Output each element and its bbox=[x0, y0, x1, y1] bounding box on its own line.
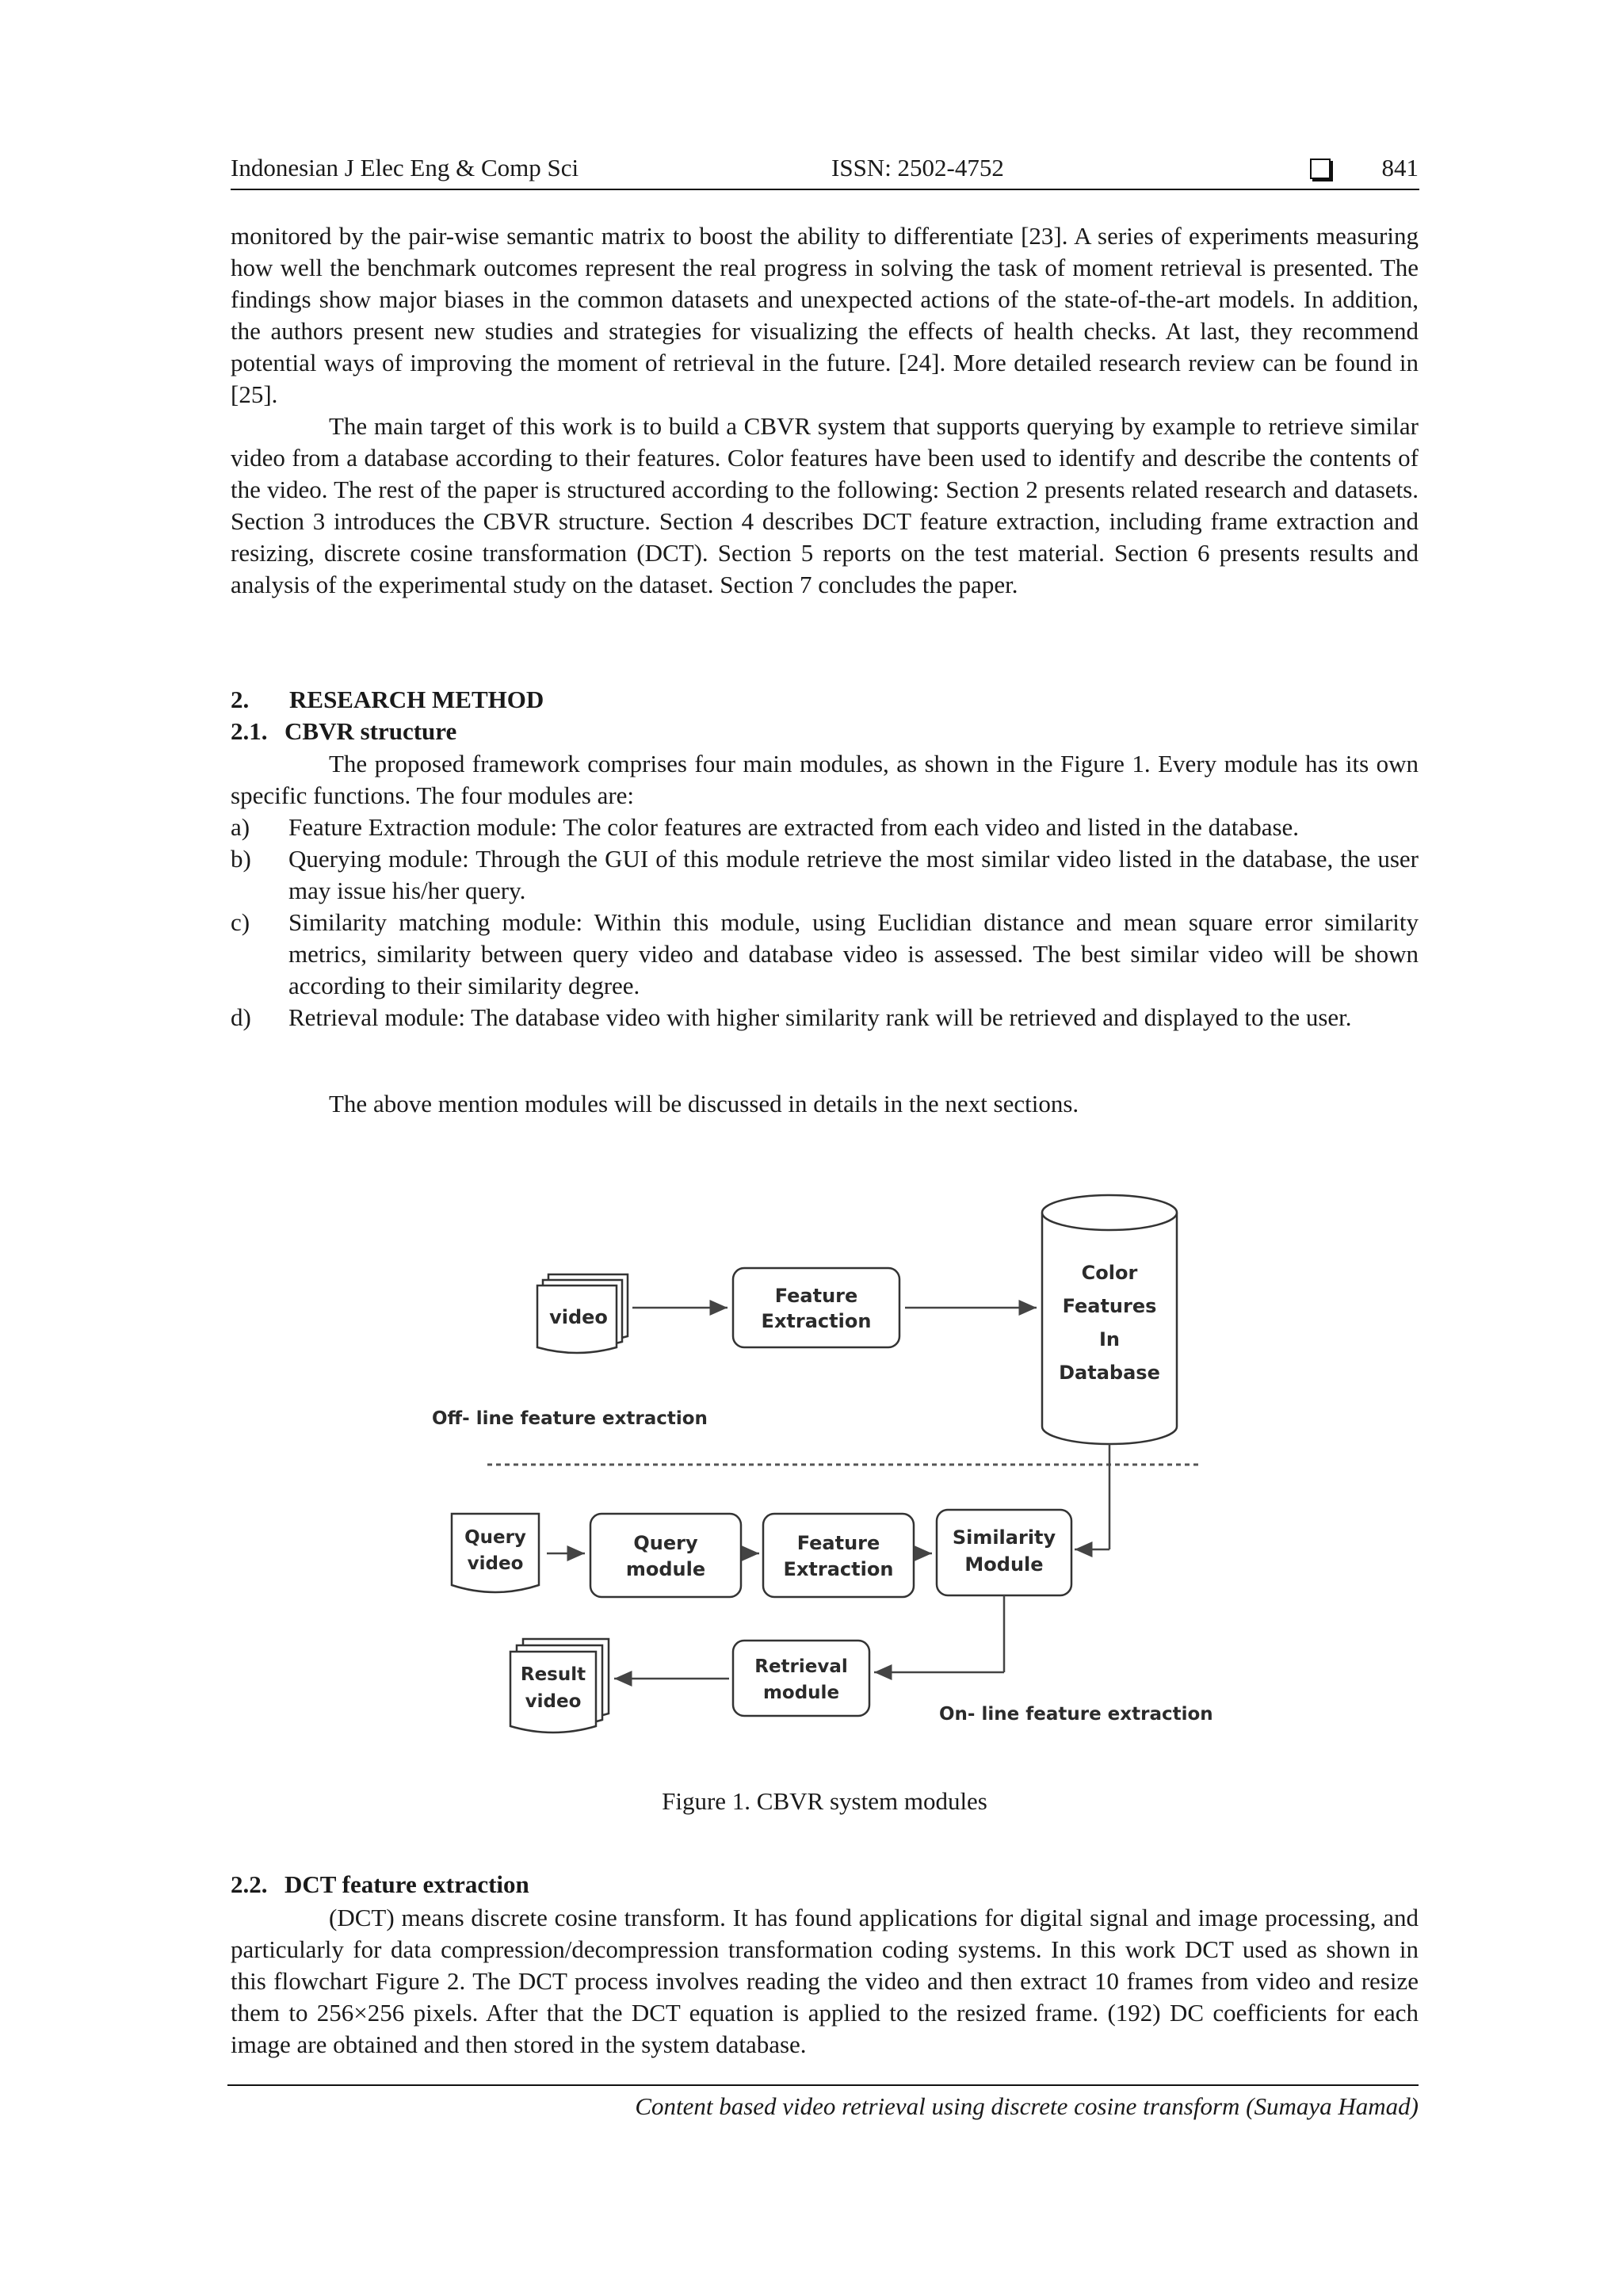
retrieval-label-1: Retrieval bbox=[754, 1656, 848, 1677]
feature-extraction-box-offline bbox=[733, 1268, 899, 1347]
color-features-database bbox=[1042, 1195, 1177, 1444]
feature-extraction-box-online bbox=[763, 1514, 914, 1597]
issn: ISSN: 2502-4752 bbox=[831, 154, 1004, 181]
db-label-4: Database bbox=[1059, 1362, 1160, 1384]
list-marker: d) bbox=[231, 1003, 251, 1031]
list-marker: c) bbox=[231, 908, 250, 936]
list-item bbox=[231, 1002, 1419, 1033]
list-item-text: Querying module: Through the GUI of this module retrieve the most similar video listed in the database, the user may issue his/her query. bbox=[288, 845, 1419, 904]
video-label: video bbox=[549, 1306, 608, 1328]
header-rule bbox=[231, 189, 1419, 190]
subsection-number: 2.1. bbox=[231, 717, 268, 745]
cbvr-diagram-svg bbox=[420, 1181, 1244, 1752]
query-video-document bbox=[452, 1514, 539, 1592]
retrieval-module-box bbox=[733, 1641, 869, 1716]
retrieval-label-2: module bbox=[762, 1683, 840, 1703]
feature-extraction-online-label-1: Feature bbox=[796, 1532, 880, 1554]
query-module-box bbox=[590, 1514, 741, 1597]
subsection-heading-dct bbox=[231, 1870, 529, 1899]
similarity-module-box bbox=[937, 1510, 1071, 1595]
subsection-number: 2.2. bbox=[231, 1870, 268, 1898]
online-label: On- line feature extraction bbox=[939, 1704, 1213, 1725]
paragraph-dct: (DCT) means discrete cosine transform. It has found applications for digital signal and image processing, and particularly for data compression/decompression transformation coding systems. In this work DCT used as shown in this flowchart Figure 2. The DCT process involves reading the video and then extract 10 frames from video and resize them to 256×256 pixels. After that the DCT equation is applied to the resized frame. (192) DC coefficients for each image are obtained and then stored in the system database. bbox=[231, 1904, 1419, 2058]
list-item bbox=[231, 907, 1419, 1002]
list-item bbox=[231, 843, 1419, 907]
feature-extraction-label-1: Feature bbox=[774, 1285, 858, 1307]
list-item-text: Similarity matching module: Within this module, using Euclidian distance and mean square error similarity metrics, similarity between query video and database video is assessed. The best similar video will be shown according to their similarity degree. bbox=[288, 908, 1419, 999]
paragraph-modules-note: The above mention modules will be discussed in details in the next sections. bbox=[329, 1090, 1079, 1117]
similarity-label-1: Similarity bbox=[952, 1526, 1056, 1549]
video-document-stack bbox=[537, 1274, 628, 1353]
db-label-3: In bbox=[1098, 1328, 1121, 1350]
modules-list bbox=[231, 812, 1419, 1033]
feature-extraction-online-label-2: Extraction bbox=[783, 1558, 894, 1580]
offline-label: Off- line feature extraction bbox=[432, 1408, 708, 1429]
page-number: 841 bbox=[1381, 154, 1419, 181]
footer-rule bbox=[227, 2084, 1419, 2086]
query-module-label-2: module bbox=[625, 1558, 706, 1580]
db-label-1: Color bbox=[1081, 1262, 1138, 1284]
checkbox-square-icon bbox=[1310, 159, 1331, 179]
subsection-title: DCT feature extraction bbox=[285, 1870, 529, 1898]
section-title: RESEARCH METHOD bbox=[289, 686, 544, 713]
section-number: 2. bbox=[231, 686, 250, 713]
query-module-label-1: Query bbox=[633, 1532, 698, 1554]
query-video-label-1: Query bbox=[464, 1527, 526, 1548]
feature-extraction-label-2: Extraction bbox=[761, 1310, 872, 1332]
paragraph-framework: The proposed framework comprises four main modules, as shown in the Figure 1. Every module has its own specific functions. The four modules are: bbox=[231, 750, 1419, 809]
db-label-2: Features bbox=[1062, 1295, 1157, 1317]
query-video-label-2: video bbox=[467, 1553, 524, 1574]
subsection-heading-cbvr-structure bbox=[231, 717, 456, 746]
list-marker: a) bbox=[231, 813, 250, 841]
journal-name: Indonesian J Elec Eng & Comp Sci bbox=[231, 154, 579, 181]
list-item bbox=[231, 812, 1419, 843]
subsection-title: CBVR structure bbox=[285, 717, 457, 745]
list-marker: b) bbox=[231, 845, 251, 873]
section-heading-research-method bbox=[231, 686, 544, 714]
paragraph-main-target: The main target of this work is to build a CBVR system that supports querying by example to retrieve similar video from a database according to their features. Color features have been used to identify and describe the contents of the video. The rest of the paper is structured according to the following: Section 2 presents related research and datasets. Section 3 introduces the CBVR structure. Section 4 describes DCT feature extraction, including frame extraction and resizing, discrete cosine transformation (DCT). Section 5 reports on the test material. Section 6 presents results and analysis of the experimental study on the dataset. Section 7 concludes the paper. bbox=[231, 412, 1419, 598]
result-video-document-stack bbox=[510, 1639, 609, 1733]
figure-cbvr-diagram bbox=[420, 1181, 1244, 1752]
running-header bbox=[231, 154, 1419, 189]
figure-caption: Figure 1. CBVR system modules bbox=[662, 1787, 987, 1815]
similarity-label-2: Module bbox=[964, 1553, 1044, 1576]
paragraph-intro-continued: monitored by the pair-wise semantic matrix to boost the ability to differentiate [23]. A series of experiments measuring how well the benchmark outcomes represent the real progress in solving the task of moment retrieval is presented. The findings show major biases in the common datasets and unexpected actions of the state-of-the-art models. In addition, the authors present new studies and strategies for visualizing the effects of health checks. At last, they recommend potential ways of improving the moment of retrieval in the future. [24]. More detailed research review can be found in [25]. bbox=[231, 222, 1419, 408]
running-footer: Content based video retrieval using discrete cosine transform (Sumaya Hamad) bbox=[635, 2092, 1419, 2120]
list-item-text: Feature Extraction module: The color features are extracted from each video and listed in the database. bbox=[288, 813, 1300, 841]
list-item-text: Retrieval module: The database video with higher similarity rank will be retrieved and displayed to the user. bbox=[288, 1003, 1352, 1031]
result-video-label-2: video bbox=[525, 1691, 582, 1712]
result-video-label-1: Result bbox=[520, 1664, 586, 1685]
